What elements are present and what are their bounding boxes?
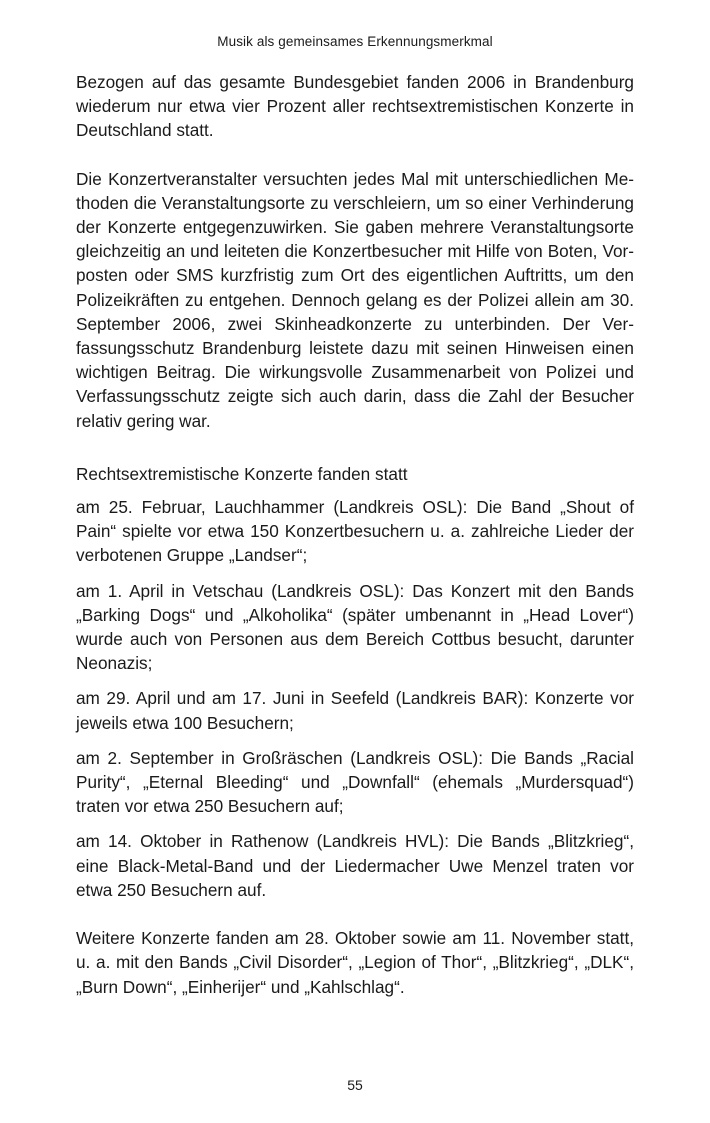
concert-item-april: am 1. April in Vetschau (Landkreis OSL): Das Konzert mit den Bands „Barking Dogs“ und „Alkoholika“ (später umbenannt in „Head Lover“) wurde auch von Personen aus dem Bereich Cottbus besucht, darunter Neonazis; bbox=[76, 580, 634, 674]
concert-item-seefeld: am 29. April und am 17. Juni in Seefeld (Landkreis BAR): Konzerte vor jeweils etwa 100 Besuchern; bbox=[76, 688, 634, 733]
paragraph-organizers: Die Konzertveranstalter versuchten jedes Mal mit unterschiedlichen Methoden die Veranstaltungsorte zu verschleiern, um so einer Verhinderung der Konzerte entgegenzuwirken. Sie gaben mehrere Veranstaltungsorte gleichzeitig an und leiteten die Konzertbesucher mit Hilfe von Boten, Vorposten oder SMS kurzfristig zum Ort des eigentlichen Auftritts, um den Polizeikräften zu entgehen. Dennoch gelang es der Polizei allein am 30. September 2006, zwei Skinheadkonzerte zu unterbinden. Der Verfassungsschutz Brandenburg leistete dazu mit seinen Hinweisen einen wichtigen Beitrag. Die wirkungsvolle Zusammenarbeit von Polizei und Verfassungsschutz zeigte sich auch darin, dass die Zahl der Besucher relativ gering war. bbox=[76, 168, 634, 431]
paragraph-further-concerts: Weitere Konzerte fanden am 28. Oktober sowie am 11. November statt, u. a. mit den Bands „Civil Disorder“, „Legion of Thor“, „Blitzkrieg“, „DLK“, „Burn Down“, „Einherijer“ und „Kahlschlag“. bbox=[76, 928, 634, 997]
concert-item-september: am 2. September in Großräschen (Landkreis OSL): Die Bands „Racial Purity“, „Eternal Bleeding“ und „Downfall“ (ehemals „Murdersquad“) traten vor etwa 250 Besuchern auf; bbox=[76, 747, 634, 817]
paragraph-statistics: Bezogen auf das gesamte Bundesgebiet fanden 2006 in Brandenburg wiederum nur etwa vier Prozent aller rechtsextremistischen Konzerte in Deutschland statt. bbox=[76, 72, 634, 141]
page-number: 55 bbox=[347, 1077, 363, 1093]
body-text bbox=[76, 70, 634, 999]
list-intro: Rechtsextremistische Konzerte fanden statt bbox=[76, 463, 408, 484]
running-head: Musik als gemeinsames Erkennungsmerkmal bbox=[217, 34, 493, 49]
concert-item-october: am 14. Oktober in Rathenow (Landkreis HVL): Die Bands „Blitzkrieg“, eine Black-Metal-Band und der Liedermacher Uwe Menzel traten vor etwa 250 Besuchern auf. bbox=[76, 831, 634, 900]
concert-item-february: am 25. Februar, Lauchhammer (Landkreis OSL): Die Band „Shout of Pain“ spielte vor etwa 150 Konzertbesuchern u. a. zahlreiche Lieder der verbotenen Gruppe „Landser“; bbox=[76, 497, 634, 566]
